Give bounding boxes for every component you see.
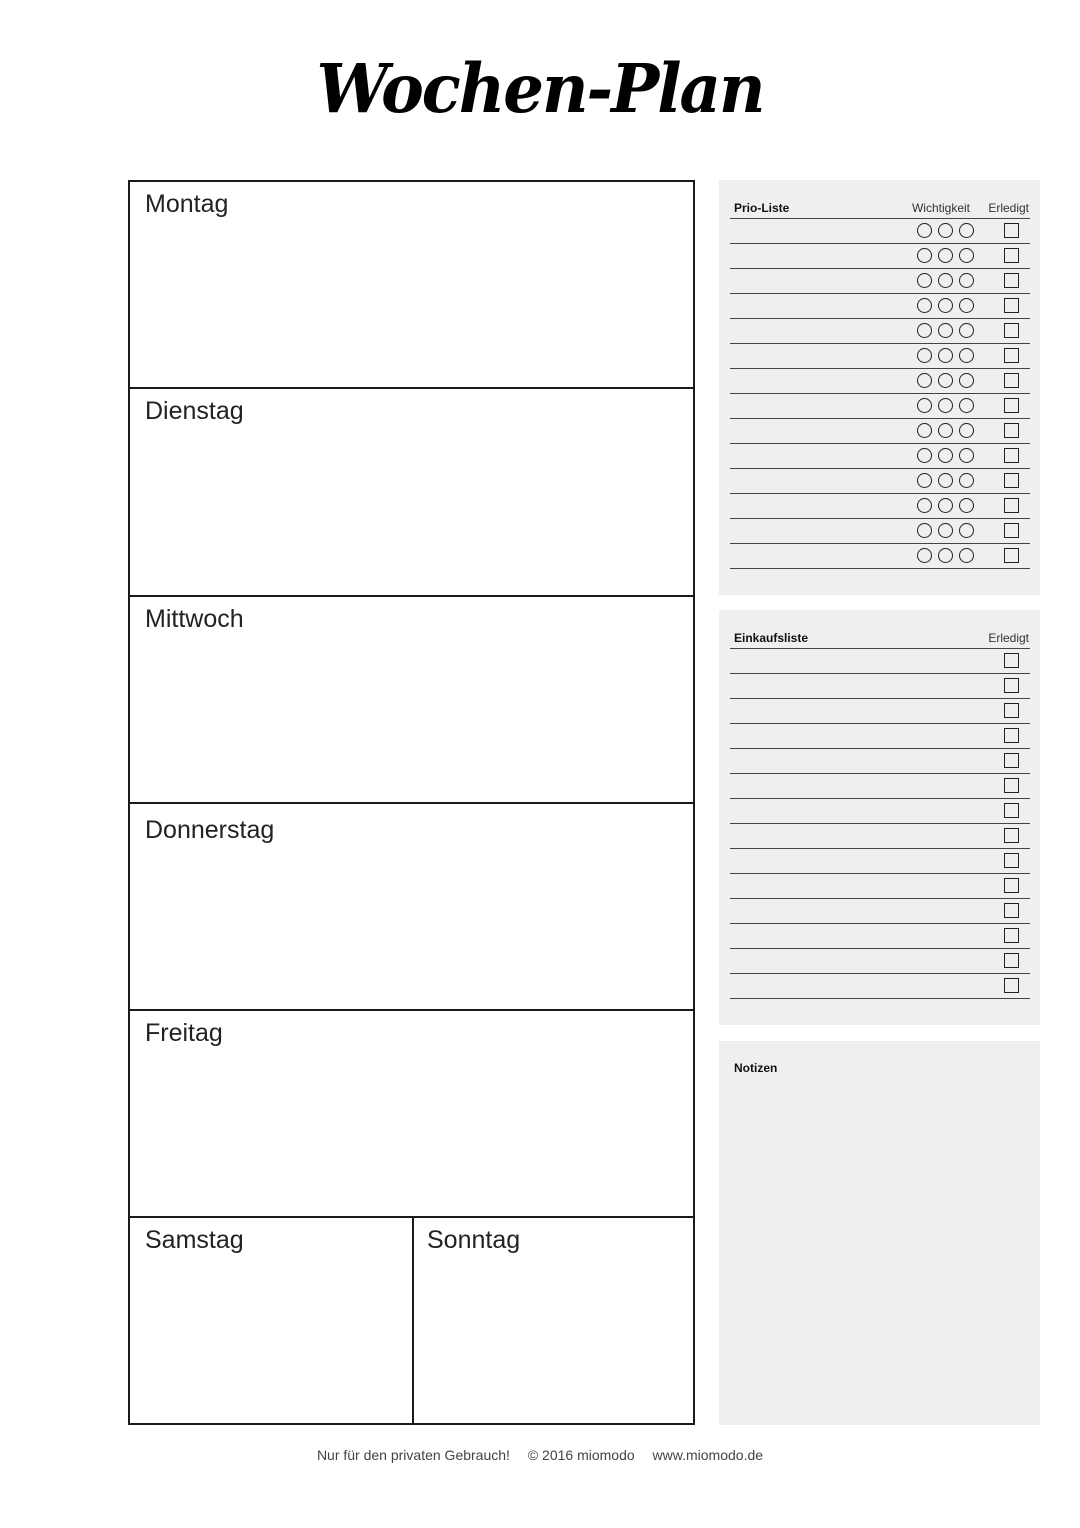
importance-circle[interactable] xyxy=(917,498,932,513)
importance-circle[interactable] xyxy=(959,548,974,563)
importance-circle[interactable] xyxy=(959,423,974,438)
importance-circle[interactable] xyxy=(938,298,953,313)
day-box-friday[interactable] xyxy=(130,1011,693,1218)
shopping-list-row[interactable] xyxy=(730,748,1030,773)
shopping-list-row[interactable] xyxy=(730,973,1030,998)
importance-circles xyxy=(911,323,974,339)
shopping-list-row[interactable] xyxy=(730,873,1030,898)
prio-list-row[interactable] xyxy=(730,318,1030,343)
prio-list-row[interactable] xyxy=(730,418,1030,443)
done-checkbox[interactable] xyxy=(1004,298,1019,313)
importance-circle[interactable] xyxy=(959,398,974,413)
prio-list-row[interactable] xyxy=(730,243,1030,268)
shopping-list-row[interactable] xyxy=(730,923,1030,948)
done-checkbox[interactable] xyxy=(1004,778,1019,793)
shopping-list-rows xyxy=(730,648,1030,999)
day-label-friday: Freitag xyxy=(145,1019,223,1047)
prio-done-column-label: Erledigt xyxy=(988,201,1029,215)
importance-circle[interactable] xyxy=(938,523,953,538)
done-checkbox[interactable] xyxy=(1004,273,1019,288)
prio-list-row[interactable] xyxy=(730,543,1030,568)
done-checkbox[interactable] xyxy=(1004,423,1019,438)
notes-title: Notizen xyxy=(734,1061,778,1075)
done-checkbox[interactable] xyxy=(1004,953,1019,968)
importance-circle[interactable] xyxy=(959,223,974,238)
done-checkbox[interactable] xyxy=(1004,448,1019,463)
importance-circle[interactable] xyxy=(938,348,953,363)
importance-circles xyxy=(911,298,974,314)
importance-circle[interactable] xyxy=(938,448,953,463)
done-checkbox[interactable] xyxy=(1004,548,1019,563)
done-checkbox[interactable] xyxy=(1004,473,1019,488)
footer-usage: Nur für den privaten Gebrauch! xyxy=(316,1447,510,1463)
shopping-list-row[interactable] xyxy=(730,848,1030,873)
importance-circle[interactable] xyxy=(959,248,974,263)
shopping-list-row[interactable] xyxy=(730,698,1030,723)
prio-list-header xyxy=(734,201,1029,217)
importance-circles xyxy=(911,498,974,514)
prio-list-row[interactable] xyxy=(730,468,1030,493)
importance-circle[interactable] xyxy=(938,273,953,288)
done-checkbox[interactable] xyxy=(1004,678,1019,693)
day-label-sunday: Sonntag xyxy=(427,1226,521,1254)
importance-circles xyxy=(911,473,974,489)
shopping-done-column-label: Erledigt xyxy=(988,631,1029,645)
day-box-tuesday[interactable] xyxy=(130,389,693,597)
shopping-list-header xyxy=(734,631,1029,647)
importance-circle[interactable] xyxy=(917,273,932,288)
footer-copyright: © 2016 miomodo xyxy=(527,1447,635,1463)
importance-circle[interactable] xyxy=(938,223,953,238)
importance-circle[interactable] xyxy=(917,448,932,463)
importance-circle[interactable] xyxy=(917,348,932,363)
importance-circle[interactable] xyxy=(938,323,953,338)
importance-circle[interactable] xyxy=(938,473,953,488)
importance-circles xyxy=(911,348,974,364)
importance-circle[interactable] xyxy=(959,523,974,538)
prio-list-row[interactable] xyxy=(730,218,1030,243)
shopping-list-title: Einkaufsliste xyxy=(734,631,809,645)
done-checkbox[interactable] xyxy=(1004,523,1019,538)
day-label-thursday: Donnerstag xyxy=(145,816,275,844)
importance-circles xyxy=(911,398,974,414)
importance-circle[interactable] xyxy=(917,398,932,413)
importance-circle[interactable] xyxy=(917,223,932,238)
shopping-list-row[interactable] xyxy=(730,898,1030,923)
done-checkbox[interactable] xyxy=(1004,373,1019,388)
done-checkbox[interactable] xyxy=(1004,653,1019,668)
importance-circle[interactable] xyxy=(917,423,932,438)
importance-circles xyxy=(911,273,974,289)
importance-circle[interactable] xyxy=(917,248,932,263)
importance-circles xyxy=(911,423,974,439)
importance-circle[interactable] xyxy=(959,273,974,288)
shopping-list-row[interactable] xyxy=(730,798,1030,823)
day-box-sunday[interactable] xyxy=(414,1218,693,1425)
done-checkbox[interactable] xyxy=(1004,323,1019,338)
notes-panel[interactable] xyxy=(719,1041,1040,1425)
importance-circles xyxy=(911,448,974,464)
done-checkbox[interactable] xyxy=(1004,248,1019,263)
day-box-wednesday[interactable] xyxy=(130,597,693,804)
importance-circle[interactable] xyxy=(938,548,953,563)
notes-header xyxy=(734,1061,1029,1077)
shopping-list-row[interactable] xyxy=(730,648,1030,673)
prio-list-row[interactable] xyxy=(730,293,1030,318)
importance-circle[interactable] xyxy=(938,423,953,438)
importance-circle[interactable] xyxy=(959,348,974,363)
prio-list-rows xyxy=(730,218,1030,569)
prio-list-row[interactable] xyxy=(730,343,1030,368)
prio-list-row[interactable] xyxy=(730,493,1030,518)
importance-circle[interactable] xyxy=(938,248,953,263)
day-label-wednesday: Mittwoch xyxy=(145,605,244,633)
prio-list-bottom-line xyxy=(730,568,1030,569)
shopping-list-panel xyxy=(719,610,1040,1025)
importance-circles xyxy=(911,548,974,564)
shopping-list-bottom-line xyxy=(730,998,1030,999)
shopping-list-row[interactable] xyxy=(730,948,1030,973)
importance-circle[interactable] xyxy=(917,373,932,388)
prio-list-row[interactable] xyxy=(730,268,1030,293)
importance-circles xyxy=(911,373,974,389)
day-box-saturday[interactable] xyxy=(130,1218,412,1425)
shopping-list-row[interactable] xyxy=(730,823,1030,848)
importance-circles xyxy=(911,223,974,239)
importance-circle[interactable] xyxy=(959,498,974,513)
footer xyxy=(0,1447,1080,1463)
done-checkbox[interactable] xyxy=(1004,398,1019,413)
importance-circle[interactable] xyxy=(917,523,932,538)
shopping-list-row[interactable] xyxy=(730,723,1030,748)
done-checkbox[interactable] xyxy=(1004,928,1019,943)
prio-list-row[interactable] xyxy=(730,443,1030,468)
prio-list-title: Prio-Liste xyxy=(734,201,790,215)
importance-circles xyxy=(911,248,974,264)
done-checkbox[interactable] xyxy=(1004,348,1019,363)
importance-circle[interactable] xyxy=(959,298,974,313)
importance-column-label: Wichtigkeit xyxy=(911,201,970,215)
footer-website[interactable]: www.miomodo.de xyxy=(652,1447,764,1463)
importance-circle[interactable] xyxy=(917,323,932,338)
shopping-list-row[interactable] xyxy=(730,773,1030,798)
done-checkbox[interactable] xyxy=(1004,978,1019,993)
done-checkbox[interactable] xyxy=(1004,878,1019,893)
done-checkbox[interactable] xyxy=(1004,753,1019,768)
importance-circle[interactable] xyxy=(938,373,953,388)
prio-list-row[interactable] xyxy=(730,518,1030,543)
done-checkbox[interactable] xyxy=(1004,728,1019,743)
importance-circle[interactable] xyxy=(917,298,932,313)
done-checkbox[interactable] xyxy=(1004,828,1019,843)
done-checkbox[interactable] xyxy=(1004,498,1019,513)
done-checkbox[interactable] xyxy=(1004,903,1019,918)
day-box-thursday[interactable] xyxy=(130,804,693,1011)
prio-list-panel xyxy=(719,180,1040,595)
day-label-tuesday: Dienstag xyxy=(145,397,244,425)
prio-list-row[interactable] xyxy=(730,393,1030,418)
importance-circle[interactable] xyxy=(938,498,953,513)
importance-circle[interactable] xyxy=(959,373,974,388)
prio-list-row[interactable] xyxy=(730,368,1030,393)
day-box-monday[interactable] xyxy=(130,182,693,389)
importance-circle[interactable] xyxy=(959,473,974,488)
week-grid xyxy=(128,180,695,1425)
day-label-monday: Montag xyxy=(145,190,229,218)
importance-circle[interactable] xyxy=(917,548,932,563)
done-checkbox[interactable] xyxy=(1004,223,1019,238)
shopping-list-row[interactable] xyxy=(730,673,1030,698)
page-title: Wochen-Plan xyxy=(316,50,764,129)
importance-circles xyxy=(911,523,974,539)
done-checkbox[interactable] xyxy=(1004,803,1019,818)
importance-circle[interactable] xyxy=(917,473,932,488)
done-checkbox[interactable] xyxy=(1004,703,1019,718)
importance-circle[interactable] xyxy=(959,448,974,463)
day-label-saturday: Samstag xyxy=(145,1226,244,1254)
importance-circle[interactable] xyxy=(959,323,974,338)
done-checkbox[interactable] xyxy=(1004,853,1019,868)
importance-circle[interactable] xyxy=(938,398,953,413)
